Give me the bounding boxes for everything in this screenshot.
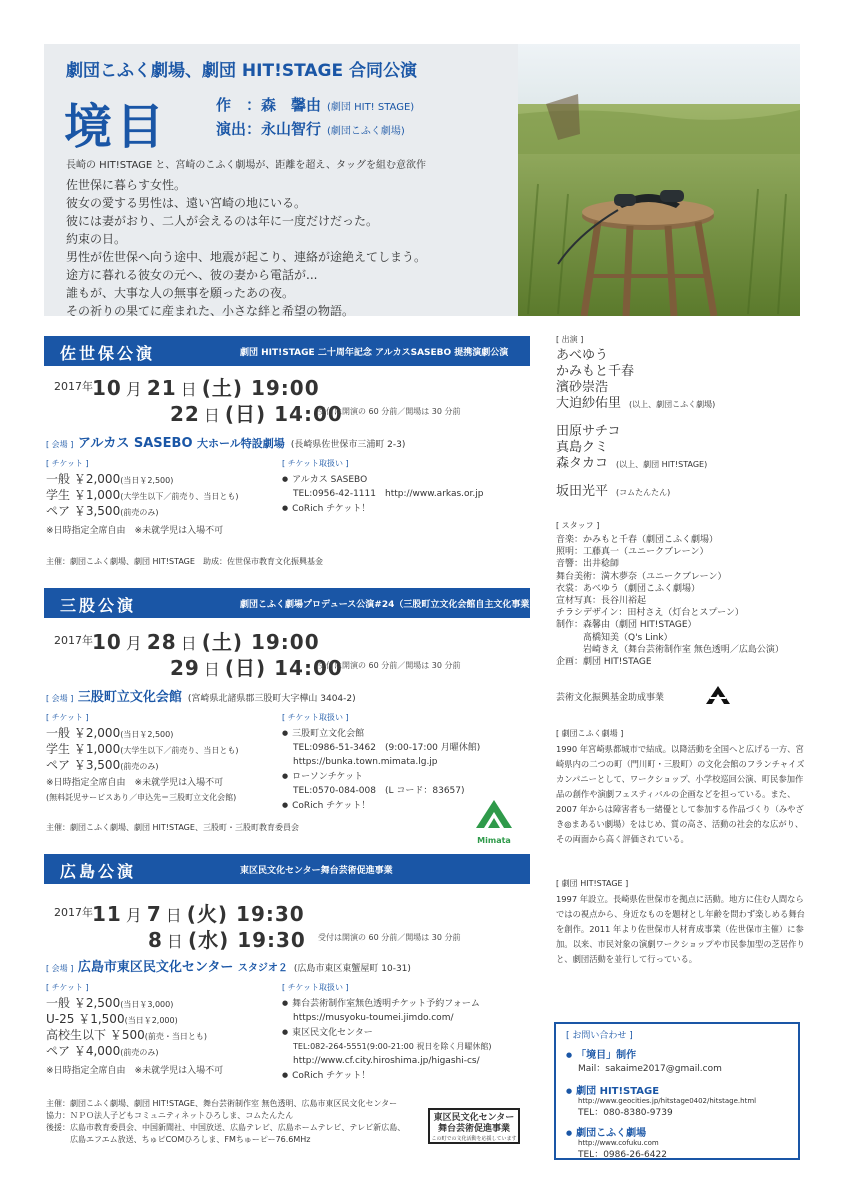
- cast-kofuku: あべゆう かみもと千春 濱砂崇浩 大迫紗佑里 (以上、劇団こふく劇場): [556, 348, 716, 411]
- cast-hitstage: 田原サチコ 真島クミ 森タカコ (以上、劇団 HIT!STAGE): [556, 424, 708, 471]
- open-note: 受付は開演の 60 分前／開場は 30 分前: [318, 661, 461, 670]
- header-subtitle: 劇団こふく劇場、劇団 HIT!STAGE 合同公演: [66, 61, 417, 81]
- year-label: 2017年: [54, 634, 93, 647]
- ticket-label: [ チケット ]: [46, 983, 89, 992]
- page-title: 境目: [64, 99, 169, 155]
- section-bar-hiroshima: 広島公演 東区民文化センター舞台芸術促進事業: [44, 854, 530, 884]
- open-note: 受付は開演の 60 分前／開場は 30 分前: [318, 407, 461, 416]
- stool-telephone-photo: [518, 44, 800, 316]
- year-label: 2017年: [54, 380, 93, 393]
- hitstage-profile: 1997 年設立。長崎県佐世保市を拠点に活動。地方に住む人間ならではの視点から、身近なものを題材とし年齢を問わず楽しめる舞台を創作。2011 年より佐世保市人材育成事業（佐世保市主催）に参加。以来、市民対象の演劇ワークショップや市民参加型の芝居作りと、劇団活動を並行して行っている。: [556, 894, 805, 964]
- seat-note: ※日時指定全席自由 ※未就学児は入場不可: [46, 526, 224, 536]
- date-line-1: 11 月 7 日 (火) 19:30: [92, 902, 305, 926]
- cast-guest: 坂田光平 (コムたんたん): [556, 484, 671, 499]
- story-text: 佐世保に暮らす女性。 彼女の愛する男性は、遠い宮崎の地にいる。 彼には妻がおり、二人が会えるのは年に一度だけだった。 約束の日。 男性が佐世保へ向う途中、地震が起こり、連絡が途絶えてしまう。 途方に暮れる彼女の元へ、彼の妻から電話が... 誰もが、大事な人の無事を願ったあの夜。 その祈りの果てに産まれた、小さな絆と希望の物語。: [66, 178, 427, 318]
- mimata-logo: Mimata: [470, 796, 518, 844]
- grant-label: 芸術文化振興基金助成事業: [556, 693, 665, 703]
- kofuku-profile: 1990 年宮崎県都城市で結成。以降活動を全国へと広げる一方、宮崎県内の二つの町（門川町・三股町）の文化会館のフランチャイズカンパニーとして、ワークショップ、小学校巡回公演、町民参加作品の創作や演劇フェスティバルの企画などを担っている。また、2007 年からは障害者も一緒優として参加する作品づくり（みやざき◎まあるい劇場）をはじめ、質の高さ、活動の社会的な広がり、その両面から高く評価されている。: [556, 744, 805, 844]
- staff-list: 音楽：かみもと千春（劇団こふく劇場） 照明：工藤真一（ユニークブレーン） 音響：出井稔師 舞台美術：満木夢奈（ユニークブレーン） 衣裳：あべゆう（劇団こふく劇場） 宣材写真：長谷川裕起 チラシデザイン：田村さえ（灯台とスプーン） 制作：森馨由（劇団 HIT!STAGE） 髙橋知美（Q's Link） 岩崎きえ（舞台芸術制作室 無色透明／広島公演） 企画：劇団 HIT!STAGE: [556, 535, 784, 668]
- outlet-list: ● 舞台芸術制作室無色透明チケット予約フォーム https://musyoku-toumei.jimdo.com/ ● 東区民文化センター TEL:082-264-5551(9:00-21:00 祝日を除く月曜休館) http://www.cf.city.hiroshima.jp/higashi-cs/ ● CoRich チケット！: [282, 996, 491, 1083]
- outlets-label: [ チケット取扱い ]: [282, 983, 349, 992]
- arts-fund-logo: [704, 684, 732, 706]
- year-label: 2017年: [54, 906, 93, 919]
- author-credit: 作 ：森 馨由 (劇団 HIT! STAGE): [216, 96, 415, 114]
- header-panel: [44, 44, 800, 316]
- director-credit: 演出：永山智行 (劇団こふく劇場): [216, 120, 405, 138]
- open-note: 受付は開演の 60 分前／開場は 30 分前: [318, 933, 461, 942]
- host-line: 主催：劇団こふく劇場、劇団 HIT!STAGE、三股町・三股町教育委員会: [46, 823, 299, 832]
- section-bar-sasebo: 佐世保公演 劇団 HIT!STAGE 二十周年記念 アルカスSASEBO 提携演劇公演: [44, 336, 530, 366]
- seat-note: ※日時指定全席自由 ※未就学児は入場不可: [46, 1066, 224, 1076]
- date-line-2: 8 日 (水) 19:30: [148, 928, 306, 952]
- ticket-label: [ チケット ]: [46, 459, 89, 468]
- inquiry-hitstage: ● 劇団 HIT!STAGE http://www.geocities.jp/hitstage0402/hitstage.html TEL：080-8380-9739: [566, 1082, 756, 1118]
- hitstage-label: [ 劇団 HIT!STAGE ]: [556, 879, 629, 888]
- outlets-label: [ チケット取扱い ]: [282, 713, 349, 722]
- inquiry-kofuku: ● 劇団こふく劇場 http://www.cofuku.com TEL：0986-26-6422: [566, 1124, 667, 1160]
- date-line-2: 29 日 (日) 14:00: [170, 656, 343, 680]
- outlet-list: ● アルカス SASEBO TEL:0956-42-1111 http://www.arkas.or.jp ● CoRich チケット！: [282, 472, 483, 516]
- credits-block: 主催：劇団こふく劇場、劇団 HIT!STAGE、舞台芸術制作室 無色透明、広島市東区民文化センター 協力：ＮＰＯ法人子どもコミュニティネットひろしま、コムたんたん 後援：広島市教育委員会、中国新聞社、中国放送、広島テレビ、広島ホームテレビ、テレビ新広島、 広島エフエム放送、ちゅピCOMひろしま、FMちゅーピー76.6MHz: [46, 1099, 406, 1144]
- outlets-label: [ チケット取扱い ]: [282, 459, 349, 468]
- outlet-list: ● 三股町立文化会館 TEL:0986-51-3462 (9:00-17:00 月曜休館) https://bunka.town.mimata.lg.jp ● ローソンチケット TEL:0570-084-008 (L コード：83657) ● CoRich チケット！: [282, 726, 480, 813]
- ticket-list: 一般 ￥2,500(当日￥3,000) U-25 ￥1,500(当日￥2,000) 高校生以下 ￥500(前売・当日とも) ペア ￥4,000(前売のみ): [46, 996, 207, 1058]
- section-bar-mimata: 三股公演 劇団こふく劇場プロデュース公演#24（三股町立文化会館自主文化事業）: [44, 588, 530, 618]
- date-line-1: 10 月 21 日 (土) 19:00: [92, 376, 320, 400]
- ticket-label: [ チケット ]: [46, 713, 89, 722]
- inquiry-production: ● 「境目」制作 Mail：sakaime2017@gmail.com: [566, 1046, 722, 1074]
- higashi-center-logo: 東区民文化センター 舞台芸術促進事業 この町での文化活動を応援しています: [428, 1108, 520, 1144]
- kofuku-label: [ 劇団こふく劇場 ]: [556, 729, 624, 738]
- cast-label: [ 出演 ]: [556, 335, 584, 344]
- venue-line: [ 会場 ] 三股町立文化会館 (宮崎県北諸県郡三股町大字樺山 3404-2): [46, 690, 356, 705]
- inquiry-box: [554, 1022, 800, 1160]
- staff-label: [ スタッフ ]: [556, 521, 600, 530]
- host-line: 主催：劇団こふく劇場、劇団 HIT!STAGE 助成：佐世保市教育文化振興基金: [46, 557, 323, 566]
- ticket-list: 一般 ￥2,000(当日￥2,500) 学生 ￥1,000(大学生以下／前売り、当日とも) ペア ￥3,500(前売のみ): [46, 472, 239, 518]
- date-line-2: 22 日 (日) 14:00: [170, 402, 343, 426]
- lead-text: 長崎の HIT!STAGE と、宮崎のこふく劇場が、距離を超え、タッグを組む意欲作: [66, 160, 426, 171]
- date-line-1: 10 月 28 日 (土) 19:00: [92, 630, 320, 654]
- venue-line: [ 会場 ] アルカス SASEBO 大ホール特設劇場 (長崎県佐世保市三浦町 2-3): [46, 436, 406, 451]
- inquiry-label: [ お問い合わせ ]: [566, 1031, 633, 1041]
- nursery-note: (無料託児サービスあり／申込先＝三股町立文化会館): [46, 793, 237, 802]
- seat-note: ※日時指定全席自由 ※未就学児は入場不可: [46, 778, 224, 788]
- ticket-list: 一般 ￥2,000(当日￥2,500) 学生 ￥1,000(大学生以下／前売り、当日とも) ペア ￥3,500(前売のみ): [46, 726, 239, 772]
- venue-line: [ 会場 ] 広島市東区民文化センター スタジオ２ (広島市東区東蟹屋町 10-31): [46, 960, 411, 975]
